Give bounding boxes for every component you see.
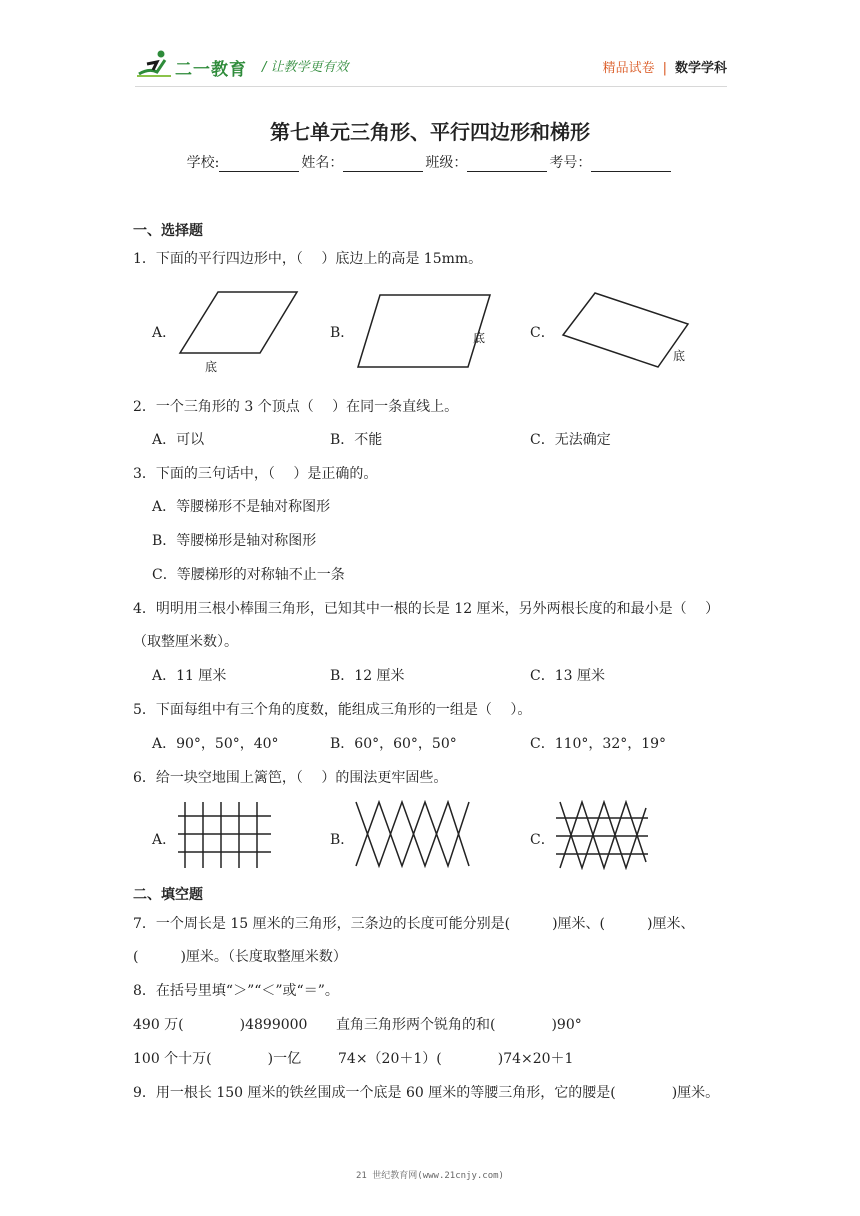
q2-text: 2．一个三角形的 3 个顶点（ ）在同一条直线上。	[133, 399, 459, 415]
q6-option-b[interactable]: B．	[330, 832, 355, 848]
q7-text-line2: ( )厘米。（长度取整厘米数）	[133, 949, 347, 965]
q3-option-b[interactable]: B．等腰梯形是轴对称图形	[152, 533, 317, 549]
q6-figure-a-square-fence	[175, 800, 275, 870]
q1-base-label-a: 底	[205, 360, 218, 374]
q5-option-c[interactable]: C．110°，32°，19°	[530, 736, 667, 752]
q2-option-b[interactable]: B．不能	[330, 432, 383, 448]
name-label: 姓名：	[301, 155, 344, 171]
q8-row2-a: 100 个十万( )一亿	[133, 1051, 302, 1067]
logo-text: 二一教育	[175, 60, 247, 80]
q3-option-c[interactable]: C．等腰梯形的对称轴不止一条	[152, 567, 345, 583]
runner-logo-icon	[135, 48, 175, 80]
q1-text: 1．下面的平行四边形中，（ ）底边上的高是 15mm。	[133, 251, 483, 267]
q6-figure-b-cross-fence	[352, 800, 472, 870]
q5-text: 5．下面每组中有三个角的度数，能组成三角形的一组是（ ）。	[133, 702, 532, 718]
q4-text-line2: （取整厘米数）。	[133, 634, 238, 650]
q6-text: 6．给一块空地围上篱笆，（ ）的围法更牢固些。	[133, 770, 448, 786]
q6-option-c[interactable]: C．	[530, 832, 555, 848]
section-2-heading: 二、填空题	[133, 887, 203, 903]
q1-option-a[interactable]: A．	[152, 325, 177, 341]
q9-text: 9．用一根长 150 厘米的铁丝围成一个底是 60 厘米的等腰三角形，它的腰是( )厘米。	[133, 1085, 720, 1101]
page-title: 第七单元三角形、平行四边形和梯形	[270, 120, 590, 144]
header-divider	[135, 86, 727, 87]
exam-no-label: 考号：	[549, 155, 592, 171]
q7-text-line1: 7．一个周长是 15 厘米的三角形，三条边的长度可能分别是( )厘米、( )厘米、	[133, 916, 695, 932]
header-separator: |	[662, 61, 667, 76]
parallelogram-a	[180, 292, 297, 353]
q2-option-c[interactable]: C．无法确定	[530, 432, 611, 448]
q8-text: 8．在括号里填“＞”“＜”或“＝”。	[133, 983, 339, 999]
q4-option-a[interactable]: A．11 厘米	[152, 668, 227, 684]
q6-option-a[interactable]: A．	[152, 832, 177, 848]
header-right	[603, 57, 727, 76]
q2-option-a[interactable]: A．可以	[152, 432, 205, 448]
q5-option-a[interactable]: A．90°，50°，40°	[152, 736, 279, 752]
school-label: 学校:	[186, 155, 220, 171]
q3-option-a[interactable]: A．等腰梯形不是轴对称图形	[152, 499, 331, 515]
class-label: 班级：	[425, 155, 468, 171]
q4-text-line1: 4．明明用三根小棒围三角形，已知其中一根的长是 12 厘米，另外两根长度的和最小是（ ）	[133, 601, 720, 617]
q1-option-c[interactable]: C．	[530, 325, 555, 341]
q8-row1-a: 490 万( )4899000	[133, 1017, 308, 1033]
q1-base-label-b: 底	[473, 331, 486, 345]
class-blank[interactable]	[467, 157, 547, 172]
q5-option-b[interactable]: B．60°，60°，50°	[330, 736, 457, 752]
brand-label: 精品试卷	[602, 61, 655, 76]
q1-option-b[interactable]: B．	[330, 325, 355, 341]
q8-row1-b: 直角三角形两个锐角的和( )90°	[336, 1017, 582, 1033]
student-info	[0, 152, 860, 172]
q8-row2-b: 74×（20＋1）( )74×20＋1	[338, 1051, 574, 1067]
q1-base-label-c: 底	[673, 349, 686, 363]
page-footer: 21 世纪教育网(www.21cnjy.com)	[356, 1171, 504, 1181]
q4-option-b[interactable]: B．12 厘米	[330, 668, 405, 684]
q4-option-c[interactable]: C．13 厘米	[530, 668, 605, 684]
slogan: / 让教学更有效	[262, 60, 349, 75]
section-1-heading: 一、选择题	[133, 223, 203, 239]
exam-no-blank[interactable]	[591, 157, 671, 172]
q1-figure-a	[170, 285, 310, 375]
name-blank[interactable]	[343, 157, 423, 172]
parallelogram-b	[358, 295, 490, 367]
parallelogram-c	[563, 293, 688, 367]
school-blank[interactable]	[219, 157, 299, 172]
q6-figure-c-triangle-fence	[552, 800, 652, 870]
q3-text: 3．下面的三句话中，（ ）是正确的。	[133, 466, 378, 482]
subject-label: 数学学科	[674, 61, 727, 76]
